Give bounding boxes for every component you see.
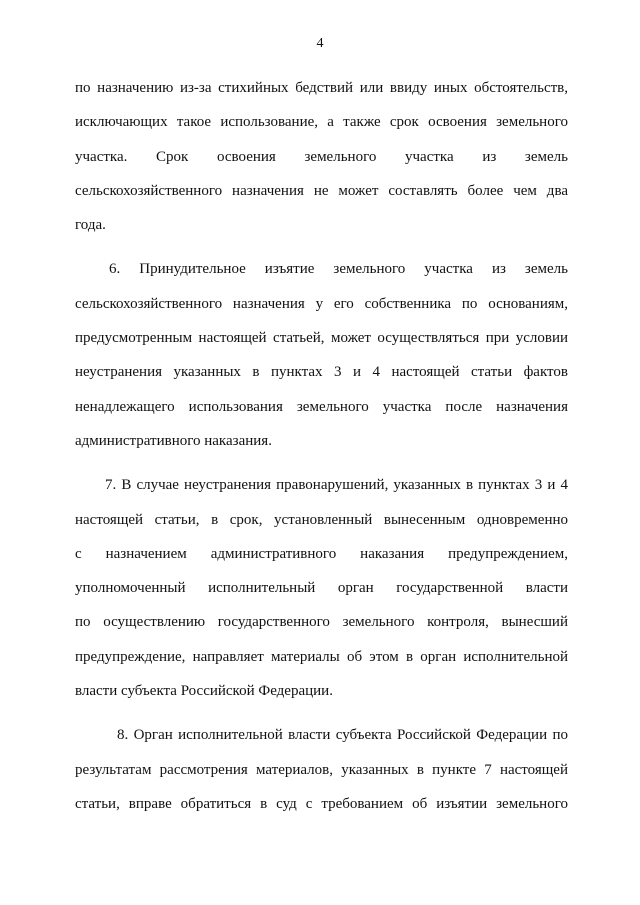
text-line: статьи, вправе обратиться в суд с требованием об изъятии земельного <box>75 795 568 812</box>
text-line: результатам рассмотрения материалов, указанных в пункте 7 настоящей <box>75 761 568 778</box>
text-line: участка. Срок освоения земельного участка из земель <box>75 148 568 165</box>
text-line: ненадлежащего использования земельного участка после назначения <box>75 398 568 415</box>
text-line: сельскохозяйственного назначения не может составлять более чем два <box>75 182 568 199</box>
text-line: предусмотренным настоящей статьей, может осуществляться при условии <box>75 330 568 347</box>
paragraph-item-8 <box>75 720 568 823</box>
text-line: сельскохозяйственного назначения у его собственника по основаниям, <box>75 295 568 312</box>
text-line: власти субъекта Российской Федерации. <box>75 683 333 700</box>
text-line: уполномоченный исполнительный орган государственной власти <box>75 580 568 597</box>
text-line: 8. Орган исполнительной власти субъекта Российской Федерации по <box>117 727 568 744</box>
text-line: по назначению из-за стихийных бедствий или ввиду иных обстоятельств, <box>75 80 568 96</box>
text-line: по осуществлению государственного земельного контроля, вынесший <box>75 614 568 631</box>
text-line: предупреждение, направляет материалы об этом в орган исполнительной <box>75 648 568 665</box>
document-body <box>75 73 568 823</box>
text-line: неустранения указанных в пунктах 3 и 4 настоящей статьи фактов <box>75 364 568 381</box>
text-line: года. <box>75 217 106 234</box>
text-line: исключающих такое использование, а также срок освоения земельного <box>75 114 568 131</box>
text-line: настоящей статьи, в срок, установленный вынесенным одновременно <box>75 511 568 528</box>
text-line: с назначением административного наказания предупреждением, <box>75 545 568 562</box>
paragraph-item-7 <box>75 470 568 710</box>
text-line: 6. Принудительное изъятие земельного участка из земель <box>109 261 568 278</box>
paragraph-continuation <box>75 73 568 244</box>
paragraph-item-6 <box>75 254 568 460</box>
page-number: 4 <box>316 36 324 51</box>
text-line: административного наказания. <box>75 432 272 449</box>
text-line: 7. В случае неустранения правонарушений, указанных в пунктах 3 и 4 <box>105 477 568 494</box>
